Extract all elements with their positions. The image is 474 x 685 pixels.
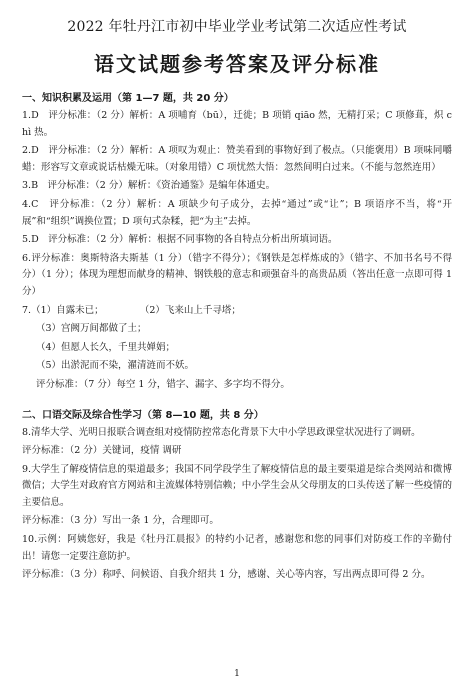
answer-item-4: 4.C 评分标准：（2 分）解析：A 项缺少句子成分，去掉“通过”或“让”；B 项语序不当，将“开展”和“组织”调换位置；D 项句式杂糅，把“为主”去掉。 (22, 198, 452, 227)
answer-7-part-3: （3）宫阙万间都做了土； (36, 323, 147, 335)
answer-item-6: 6.评分标准：奥斯特洛夫斯基（1 分）（错字不得分）；《钢铁是怎样炼成的》（错字、不加书名号不得分）（1 分）；体现为理想而献身的精神、钢铁般的意志和顽强奋斗的高贵品质（答出任意一点即可得 1 分） (22, 252, 452, 297)
answer-9-scoring: 评分标准：（3 分）写出一条 1 分，合理即可。 (22, 515, 219, 527)
document-heading: 语文试题参考答案及评分标准 (94, 52, 380, 76)
answer-7-scoring: 评分标准：（7 分）每空 1 分，错字、漏字、多字均不得分。 (36, 378, 290, 390)
answer-item-5: 5.D 评分标准：（2 分）解析：根据不同事物的各自特点分析出所填词语。 (22, 234, 338, 246)
answer-8-scoring: 评分标准：（2 分）关键词，疫情 调研 (22, 445, 182, 457)
answer-7-part-5: （5）出淤泥而不染，濯清涟而不妖。 (36, 360, 195, 372)
answer-10-scoring: 评分标准：（3 分）称呼、问候语、自我介绍共 1 分，感谢、关心等内容，写出两点即可得 2 分。 (22, 569, 431, 581)
answer-item-8: 8.清华大学、光明日报联合调查组对疫情防控常态化背景下大中小学思政课堂状况进行了调研。 (22, 426, 421, 438)
answer-item-9: 9.大学生了解疫情信息的渠道最多；我国不同学段学生了解疫情信息的最主要渠道是综合类网站和微博微信；大学生对政府官方网站和主流媒体特别信赖；中小学生会从父母朋友的口头传送了解一些疫情的主要信息。 (22, 463, 452, 508)
answer-7-part-1: 7.（1）自露未已； (22, 304, 99, 316)
section-heading-1: 一、知识积累及运用（第 1—7 题，共 20 分） (22, 93, 234, 104)
answer-item-3: 3.B 评分标准：（2 分）解析：《资治通鉴》是编年体通史。 (22, 180, 276, 192)
answer-item-7-lead (22, 303, 452, 320)
answer-7-part-2: （2）飞来山上千寻塔； (139, 304, 241, 316)
exam-title: 2022 年牡丹江市初中毕业学业考试第二次适应性考试 (67, 19, 407, 35)
answer-7-part-4: （4）但愿人长久，千里共婵娟； (36, 341, 176, 353)
page-number: 1 (234, 669, 240, 679)
answer-item-10: 10.示例：阿姨您好，我是《牡丹江晨报》的特约小记者，感谢您和您的同事们对防疫工作的辛勤付出！请您一定要注意防护。 (22, 534, 452, 562)
answer-item-1: 1.D 评分标准：（2 分）解析：A 项哺育（bū），迁徙；B 项销 qiāo 然，无精打采；C 项修葺，炽 chì 热。 (22, 110, 452, 138)
section-heading-2: 二、口语交际及综合性学习（第 8—10 题，共 8 分） (22, 409, 264, 421)
answer-item-2: 2.D 评分标准：（2 分）解析：A 项叹为观止：赞美看到的事物好到了极点。（只能褒用）B 项味同嚼蜡：形容写文章或说话枯燥无味。（对象用错）C 项忧然大悟：忽然间明白过来。（不能与忽然连用） (22, 145, 452, 173)
